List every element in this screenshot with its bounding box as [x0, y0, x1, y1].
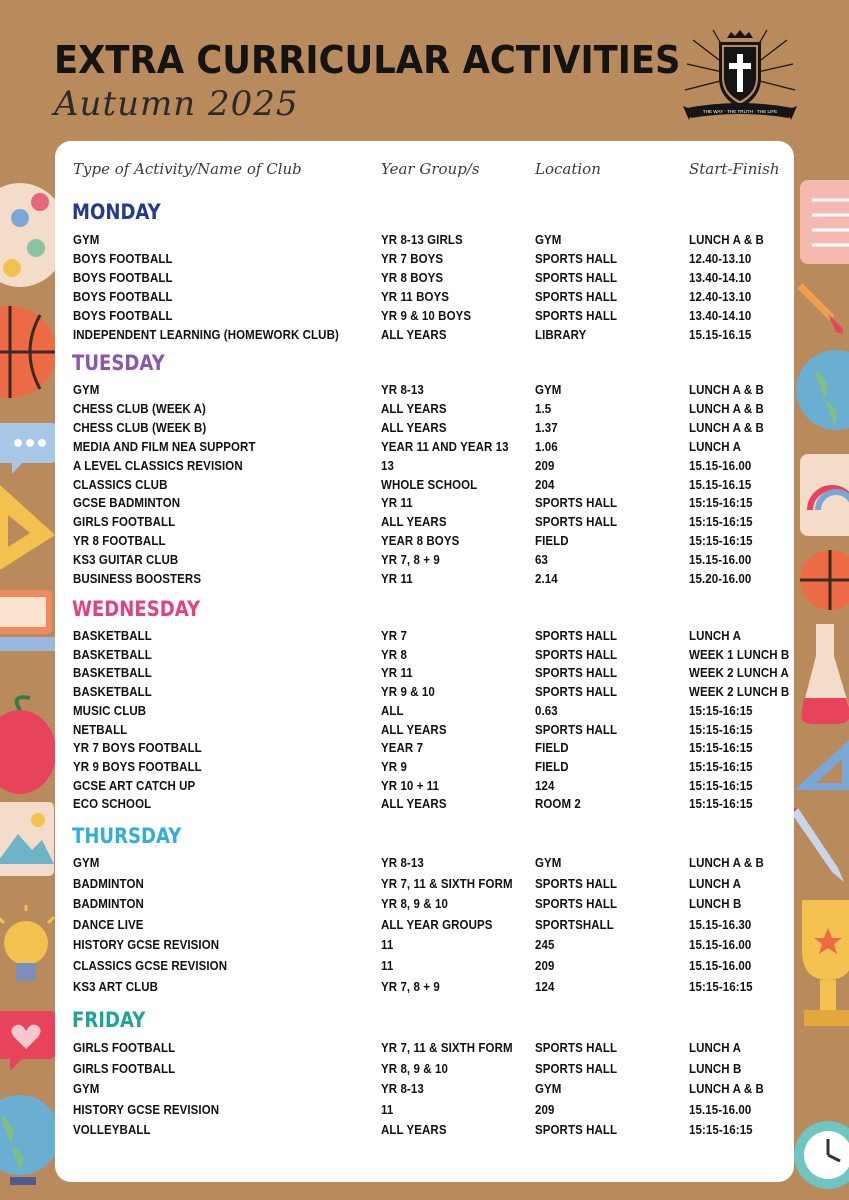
year-group: YR 8, 9 & 10 [381, 897, 448, 912]
activity-name: BASKETBALL [73, 629, 152, 643]
activity-name: BUSINESS BOOSTERS [73, 572, 202, 586]
activity-name: BOYS FOOTBALL [73, 251, 173, 266]
start-finish: 13.40-14.10 [689, 308, 752, 323]
activity-name: MUSIC CLUB [73, 703, 147, 718]
year-group: YEAR 11 AND YEAR 13 [381, 439, 509, 454]
year-group: ALL YEARS [381, 515, 447, 530]
location: SPORTS HALL [535, 289, 618, 304]
activity-name: GYM [73, 383, 100, 397]
table-row [0, 959, 849, 977]
location: SPORTS HALL [535, 629, 618, 643]
year-group: YR 7 BOYS [381, 251, 444, 266]
activity-name: ECO SCHOOL [73, 797, 152, 812]
year-group: 13 [381, 458, 394, 473]
year-group: YR 8-13 [381, 383, 424, 397]
activity-name: BADMINTON [73, 876, 144, 891]
start-finish: 15.15-16.15 [689, 327, 752, 342]
year-group: YR 11 BOYS [381, 289, 450, 304]
activity-name: GCSE ART CATCH UP [73, 778, 196, 793]
day-heading-friday: FRIDAY [72, 1008, 146, 1032]
year-group: YR 9 [381, 759, 407, 774]
location: GYM [535, 1082, 562, 1096]
day-heading-tuesday: TUESDAY [72, 351, 165, 375]
location: 124 [535, 979, 555, 994]
table-row [0, 980, 849, 998]
activity-name: CHESS CLUB (WEEK A) [73, 401, 206, 416]
year-group: YR 9 & 10 [381, 685, 435, 700]
activity-name: HISTORY GCSE REVISION [73, 1102, 220, 1117]
start-finish: LUNCH A & B [689, 856, 764, 870]
year-group: ALL YEARS [381, 797, 447, 812]
start-finish: LUNCH A & B [689, 401, 764, 416]
location: GYM [535, 856, 562, 870]
start-finish: WEEK 1 LUNCH B [689, 647, 790, 662]
location: FIELD [535, 759, 569, 774]
year-group: 11 [381, 1102, 394, 1117]
table-header [0, 160, 849, 182]
table-row [0, 402, 849, 420]
activity-name: MEDIA AND FILM NEA SUPPORT [73, 439, 256, 454]
activity-name: INDEPENDENT LEARNING (HOMEWORK CLUB) [73, 327, 339, 342]
year-group: ALL YEARS [381, 327, 447, 342]
activity-name: GIRLS FOOTBALL [73, 1041, 176, 1055]
activity-name: KS3 ART CLUB [73, 979, 159, 994]
location: SPORTS HALL [535, 1041, 618, 1055]
start-finish: 15:15-16:15 [689, 979, 753, 994]
table-row [0, 553, 849, 571]
page-title: EXTRA CURRICULAR ACTIVITIES [54, 38, 681, 82]
start-finish: 15:15-16:15 [689, 534, 753, 549]
activity-name: GIRLS FOOTBALL [73, 1061, 176, 1076]
start-finish: LUNCH A [689, 439, 741, 454]
table-row [0, 328, 849, 346]
activity-name: CLASSICS CLUB [73, 477, 168, 492]
activity-name: GYM [73, 1082, 100, 1096]
year-group: YR 8 [381, 647, 407, 662]
table-row [0, 572, 849, 590]
location: LIBRARY [535, 327, 587, 342]
activity-name: BADMINTON [73, 897, 144, 912]
table-row [0, 383, 849, 401]
year-group: YR 9 & 10 BOYS [381, 308, 472, 323]
table-row [0, 938, 849, 956]
activity-name: GYM [73, 233, 100, 247]
year-group: 11 [381, 938, 394, 953]
start-finish: WEEK 2 LUNCH B [689, 685, 790, 700]
start-finish: 15.15-16.00 [689, 1102, 752, 1117]
start-finish: LUNCH A & B [689, 420, 764, 435]
table-row [0, 440, 849, 458]
year-group: YR 10 + 11 [381, 778, 440, 793]
start-finish: 15:15-16:15 [689, 496, 753, 511]
location: SPORTS HALL [535, 251, 618, 266]
start-finish: 15.15-16.30 [689, 917, 752, 932]
table-row [0, 723, 849, 741]
year-group: YR 8 BOYS [381, 270, 444, 285]
activity-name: YR 9 BOYS FOOTBALL [73, 759, 202, 774]
start-finish: 12.40-13.10 [689, 251, 752, 266]
day-heading-wednesday: WEDNESDAY [72, 597, 201, 621]
table-row [0, 1062, 849, 1080]
start-finish: 15:15-16:15 [689, 703, 753, 718]
start-finish: 12.40-13.10 [689, 289, 752, 304]
activity-name: HISTORY GCSE REVISION [73, 938, 220, 953]
table-row [0, 760, 849, 778]
crest-motto: THE WAY · THE TRUTH · THE LIFE [702, 109, 778, 114]
column-header-activity: Type of Activity/Name of Club [73, 160, 302, 178]
year-group: YR 7, 8 + 9 [381, 553, 440, 568]
table-row [0, 918, 849, 936]
activity-name: BOYS FOOTBALL [73, 270, 173, 285]
year-group: ALL [381, 703, 404, 718]
location: SPORTS HALL [535, 308, 618, 323]
activity-name: GIRLS FOOTBALL [73, 515, 176, 530]
location: GYM [535, 233, 562, 247]
location: FIELD [535, 534, 569, 549]
start-finish: LUNCH B [689, 1061, 742, 1076]
year-group: YR 8, 9 & 10 [381, 1061, 448, 1076]
activity-name: DANCE LIVE [73, 917, 144, 932]
column-header-location: Location [535, 160, 601, 178]
location: FIELD [535, 741, 569, 756]
table-row [0, 741, 849, 759]
start-finish: 15:15-16:15 [689, 722, 753, 737]
location: SPORTS HALL [535, 1123, 618, 1137]
activity-name: GYM [73, 856, 100, 870]
table-row [0, 1082, 849, 1100]
location: SPORTS HALL [535, 876, 618, 891]
start-finish: LUNCH A & B [689, 1082, 764, 1096]
start-finish: 15:15-16:15 [689, 797, 753, 812]
table-row [0, 309, 849, 327]
table-row [0, 797, 849, 815]
location: 0.63 [535, 703, 558, 718]
year-group: ALL YEARS [381, 401, 447, 416]
activity-name: BASKETBALL [73, 666, 152, 681]
location: SPORTS HALL [535, 685, 618, 700]
activity-name: BASKETBALL [73, 647, 152, 662]
table-row [0, 233, 849, 251]
year-group: YR 11 [381, 666, 413, 681]
location: ROOM 2 [535, 797, 581, 812]
location: GYM [535, 383, 562, 397]
start-finish: 15:15-16:15 [689, 778, 753, 793]
activity-name: VOLLEYBALL [73, 1123, 151, 1137]
table-row [0, 421, 849, 439]
day-heading-monday: MONDAY [72, 200, 161, 224]
year-group: ALL YEARS [381, 420, 447, 435]
table-row [0, 1123, 849, 1141]
start-finish: 15.15-16.00 [689, 458, 752, 473]
table-row [0, 534, 849, 552]
activity-name: BOYS FOOTBALL [73, 289, 173, 304]
table-row [0, 648, 849, 666]
start-finish: LUNCH B [689, 897, 742, 912]
activity-name: BASKETBALL [73, 685, 152, 700]
year-group: ALL YEAR GROUPS [381, 917, 493, 932]
start-finish: 13.40-14.10 [689, 270, 752, 285]
location: SPORTS HALL [535, 496, 618, 511]
table-row [0, 629, 849, 647]
table-row [0, 779, 849, 797]
year-group: YR 7, 8 + 9 [381, 979, 440, 994]
location: 63 [535, 553, 548, 568]
year-group: YR 11 [381, 496, 413, 511]
location: 209 [535, 1102, 555, 1117]
location: SPORTS HALL [535, 897, 618, 912]
year-group: YR 8-13 [381, 856, 424, 870]
location: 245 [535, 938, 555, 953]
year-group: ALL YEARS [381, 1123, 447, 1137]
activity-name: NETBALL [73, 722, 128, 737]
table-row [0, 496, 849, 514]
start-finish: LUNCH A & B [689, 383, 764, 397]
page-subtitle: Autumn 2025 [54, 84, 299, 124]
location: SPORTS HALL [535, 722, 618, 737]
location: SPORTS HALL [535, 647, 618, 662]
table-row [0, 252, 849, 270]
table-row [0, 897, 849, 915]
start-finish: 15.15-16.15 [689, 477, 752, 492]
activity-name: BOYS FOOTBALL [73, 308, 173, 323]
start-finish: 15:15-16:15 [689, 759, 753, 774]
location: 209 [535, 458, 555, 473]
start-finish: WEEK 2 LUNCH A [689, 666, 789, 681]
year-group: YR 11 [381, 572, 413, 586]
year-group: YR 7 [381, 629, 407, 643]
table-row [0, 459, 849, 477]
school-crest-logo [683, 28, 797, 122]
start-finish: 15:15-16:15 [689, 515, 753, 530]
location: 2.14 [535, 572, 558, 586]
location: SPORTS HALL [535, 515, 618, 530]
start-finish: 15.20-16.00 [689, 572, 752, 586]
year-group: ALL YEARS [381, 722, 447, 737]
activity-name: CLASSICS GCSE REVISION [73, 959, 228, 973]
year-group: YR 7, 11 & SIXTH FORM [381, 1041, 513, 1055]
table-row [0, 877, 849, 895]
start-finish: 15.15-16.00 [689, 959, 752, 973]
start-finish: LUNCH A & B [689, 233, 764, 247]
activity-name: GCSE BADMINTON [73, 496, 181, 511]
table-row [0, 666, 849, 684]
column-header-start-finish: Start-Finish [689, 160, 780, 178]
table-row [0, 704, 849, 722]
location: 204 [535, 477, 555, 492]
table-row [0, 685, 849, 703]
year-group: YR 8-13 GIRLS [381, 233, 463, 247]
year-group: YR 8-13 [381, 1082, 424, 1096]
table-row [0, 478, 849, 496]
location: 1.06 [535, 439, 558, 454]
start-finish: LUNCH A [689, 876, 741, 891]
location: 1.5 [535, 401, 552, 416]
table-row [0, 1103, 849, 1121]
table-row [0, 515, 849, 533]
start-finish: 15.15-16.00 [689, 553, 752, 568]
location: SPORTS HALL [535, 270, 618, 285]
year-group: 11 [381, 959, 394, 973]
start-finish: 15:15-16:15 [689, 741, 753, 756]
column-header-year-group: Year Group/s [381, 160, 480, 178]
table-row [0, 856, 849, 874]
location: SPORTS HALL [535, 1061, 618, 1076]
year-group: YR 7, 11 & SIXTH FORM [381, 876, 513, 891]
table-row [0, 1041, 849, 1059]
start-finish: LUNCH A [689, 1041, 741, 1055]
table-row [0, 290, 849, 308]
location: 1.37 [535, 420, 558, 435]
location: SPORTSHALL [535, 917, 614, 932]
start-finish: 15.15-16.00 [689, 938, 752, 953]
start-finish: 15:15-16:15 [689, 1123, 753, 1137]
location: 124 [535, 778, 555, 793]
year-group: YEAR 8 BOYS [381, 534, 460, 549]
location: 209 [535, 959, 555, 973]
location: SPORTS HALL [535, 666, 618, 681]
start-finish: LUNCH A [689, 629, 741, 643]
year-group: WHOLE SCHOOL [381, 477, 478, 492]
year-group: YEAR 7 [381, 741, 424, 756]
activity-name: YR 8 FOOTBALL [73, 534, 166, 549]
activity-name: CHESS CLUB (WEEK B) [73, 420, 207, 435]
activity-name: YR 7 BOYS FOOTBALL [73, 741, 202, 756]
day-heading-thursday: THURSDAY [72, 824, 182, 848]
table-row [0, 271, 849, 289]
activity-name: KS3 GUITAR CLUB [73, 553, 179, 568]
activity-name: A LEVEL CLASSICS REVISION [73, 458, 243, 473]
